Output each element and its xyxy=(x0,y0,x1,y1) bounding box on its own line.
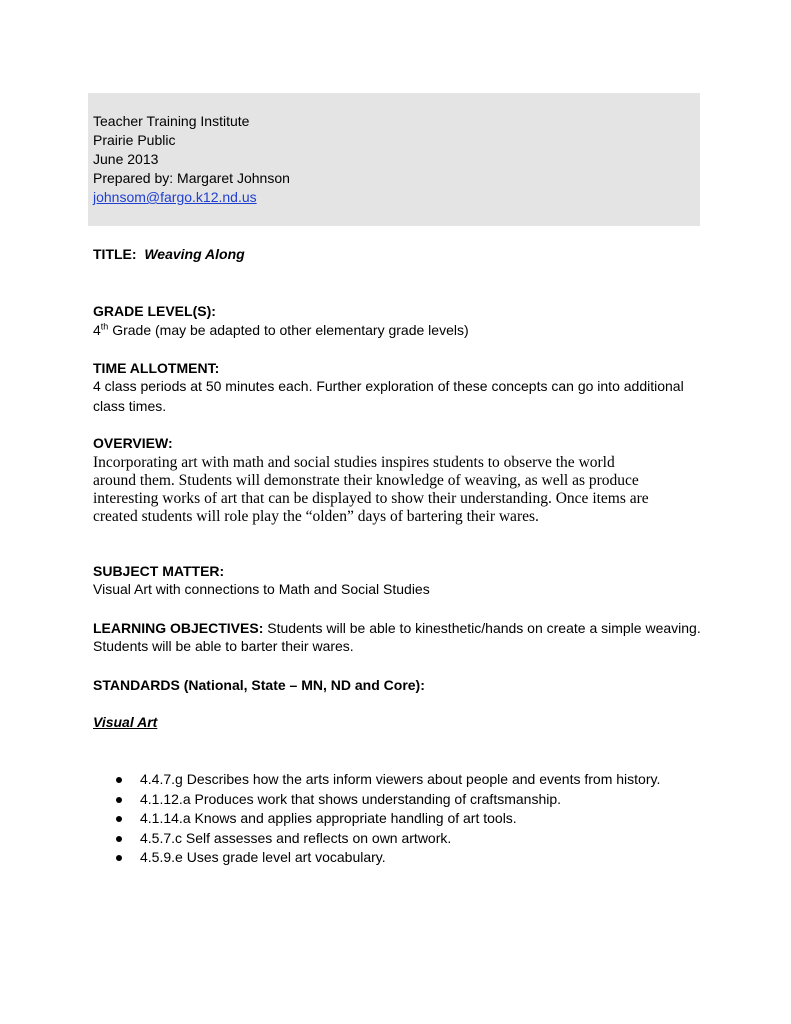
standards-heading: STANDARDS (National, State – MN, ND and Core): xyxy=(93,677,425,693)
grade-description: Grade (may be adapted to other elementary grade levels) xyxy=(108,322,469,338)
standard-text: 4.1.12.a Produces work that shows understanding of craftsmanship. xyxy=(140,790,562,807)
overview-line3: interesting works of art that can be displayed to show their understanding. Once items are xyxy=(93,490,649,507)
list-item xyxy=(115,829,660,849)
time-heading: TIME ALLOTMENT: xyxy=(93,360,220,376)
standards-list xyxy=(115,770,660,868)
institute-name: Teacher Training Institute xyxy=(93,113,250,129)
overview-heading: OVERVIEW: xyxy=(93,435,173,451)
overview-line1: Incorporating art with math and social studies inspires students to observe the world xyxy=(93,454,615,471)
bullet-icon xyxy=(116,797,122,803)
bullet-icon xyxy=(116,816,122,822)
overview-line4: created students will role play the “olden” days of bartering their wares. xyxy=(93,508,539,525)
header-info xyxy=(93,112,290,207)
standard-text: 4.5.9.e Uses grade level art vocabulary. xyxy=(140,849,386,865)
title-label: TITLE: xyxy=(93,246,137,262)
grade-text xyxy=(93,321,469,341)
list-item xyxy=(115,790,660,810)
grade-number: 4 xyxy=(93,322,101,338)
grade-heading: GRADE LEVEL(S): xyxy=(93,303,216,319)
lesson-title: Weaving Along xyxy=(144,246,245,262)
list-item xyxy=(115,848,660,868)
bullet-icon xyxy=(116,855,122,861)
subject-text: Visual Art with connections to Math and Social Studies xyxy=(93,581,430,597)
title-line xyxy=(93,245,245,265)
objectives-line2: Students will be able to barter their wares. xyxy=(93,638,354,654)
list-item xyxy=(115,809,660,829)
standard-text: 4.4.7.g Describes how the arts inform viewers about people and events from history. xyxy=(140,771,661,787)
visual-art-subheading: Visual Art xyxy=(93,714,158,730)
time-text-line1: 4 class periods at 50 minutes each. Further exploration of these concepts can go into additional xyxy=(93,378,684,394)
objectives-line1 xyxy=(93,619,701,639)
overview-line2: around them. Students will demonstrate their knowledge of weaving, as well as produce xyxy=(93,472,639,489)
time-text-line2: class times. xyxy=(93,398,167,414)
list-item xyxy=(115,770,660,790)
objectives-label: LEARNING OBJECTIVES: xyxy=(93,620,264,636)
date-text: June 2013 xyxy=(93,151,159,167)
email-link[interactable]: johnsom@fargo.k12.nd.us xyxy=(93,189,257,205)
bullet-icon xyxy=(116,777,122,783)
standard-text: 4.1.14.a Knows and applies appropriate handling of art tools. xyxy=(140,810,517,826)
objectives-text: Students will be able to kinesthetic/hands on create a simple weaving. xyxy=(263,620,701,636)
prepared-by: Prepared by: Margaret Johnson xyxy=(93,170,290,186)
bullet-icon xyxy=(116,836,122,842)
standard-text: 4.5.7.c Self assesses and reflects on own artwork. xyxy=(140,829,452,846)
organization-name: Prairie Public xyxy=(93,132,176,148)
grade-suffix: th xyxy=(100,321,109,332)
subject-heading: SUBJECT MATTER: xyxy=(93,563,225,579)
